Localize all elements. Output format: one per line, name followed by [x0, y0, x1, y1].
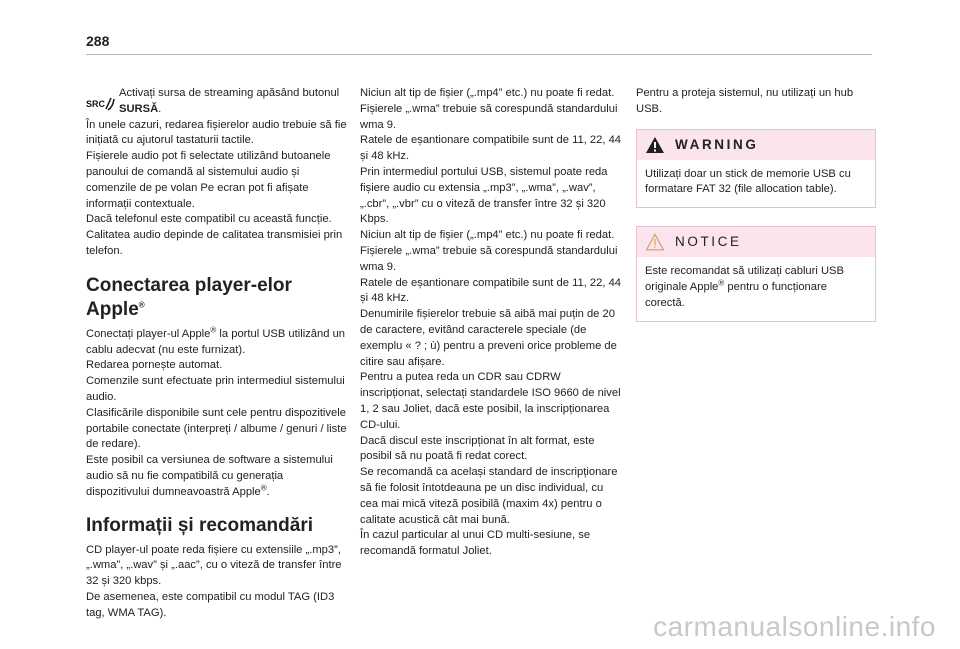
- paragraph: Pentru a putea reda un CDR sau CDRW inscripționat, selectați standardele ISO 9660 de nivel 1, 2 sau Joliet, dacă este posibil, la inscripționarea CD-ului.: [360, 371, 621, 431]
- paragraph: Fișierele „.wma” trebuie să corespundă standardului wma 9.: [360, 244, 618, 273]
- paragraph: În unele cazuri, redarea fișierelor audio trebuie să fie inițiată cu ajutorul tastaturii tactile.: [86, 118, 347, 147]
- src-text-part: Activați sursa de streaming apăsând butonul: [119, 87, 340, 99]
- registered-mark: ®: [718, 278, 725, 288]
- paragraph-usb-hub: Pentru a proteja sistemul, nu utilizați un hub USB.: [636, 87, 854, 115]
- src-icon-label: SRC: [86, 99, 106, 109]
- paragraph: Niciun alt tip de fișier („.mp4” etc.) nu poate fi redat.: [360, 229, 615, 242]
- heading-info-recommendations: Informații și recomandări: [86, 514, 314, 536]
- paragraph: Fișierele audio pot fi selectate utilizând butoanele panoului de comandă al sistemului audio și comenzile de pe volan Pe ecran pot fi afișate informații contextuale.: [86, 150, 331, 210]
- watermark: carmanualsonline.info: [653, 611, 936, 642]
- paragraph: Dacă discul este inscripționat în alt format, este posibil să nu poată fi redat corect.: [360, 434, 595, 463]
- text-part: Este recomandat să utilizați cabluri USB originale Apple: [645, 265, 844, 293]
- registered-mark: ®: [210, 325, 217, 335]
- paragraph: În cazul particular al unui CD multi-sesiune, se recomandă formatul Joliet.: [360, 529, 591, 558]
- src-instruction-text: [116, 86, 348, 118]
- text-part: pentru o funcționare corectă.: [645, 280, 827, 309]
- notice-title: NOTICE: [675, 234, 742, 250]
- text-part: la portul USB utilizând un cablu adecvat (nu este furnizat).: [86, 327, 346, 356]
- warning-triangle-icon: [645, 136, 665, 154]
- registered-mark: ®: [138, 300, 145, 310]
- warning-body: Utilizați doar un stick de memorie USB cu formatare FAT 32 (file allocation table).: [645, 167, 851, 196]
- text-part: Este posibil ca versiunea de software a sistemului audio să nu fie compatibilă cu generația dispozitivului dumneavoastră Apple: [86, 454, 333, 498]
- notice-triangle-icon: [645, 233, 665, 251]
- text-part: Conectați player-ul Apple: [86, 327, 211, 340]
- warning-box: [636, 129, 876, 209]
- column-left: [86, 86, 348, 622]
- paragraph: Ratele de eșantionare compatibile sunt de 11, 22, 44 și 48 kHz.: [360, 134, 622, 163]
- heading-apple-text: Conectarea player-elor Apple: [86, 274, 292, 320]
- src-button-icon: [86, 95, 116, 113]
- paragraph: Comenzile sunt efectuate prin intermediul sistemului audio.: [86, 375, 345, 403]
- src-instruction: [86, 86, 348, 118]
- warning-title: WARNING: [675, 136, 759, 152]
- text-part: .: [266, 485, 270, 498]
- paragraph: Redarea pornește automat.: [86, 359, 223, 372]
- paragraph: Prin intermediul portului USB, sistemul poate reda fișiere audio cu extensia „.mp3”, „.wma”, „.wav”, „.cbr”, „.vbr” cu o viteză de transfer între 32 și 320 Kbps.: [360, 165, 608, 226]
- notice-box: [636, 226, 876, 321]
- page-number: 288: [86, 33, 110, 49]
- paragraph: Ratele de eșantionare compatibile sunt de 11, 22, 44 și 48 kHz.: [360, 276, 622, 305]
- paragraph: [86, 327, 348, 359]
- src-button-label: SURSĂ: [119, 102, 159, 115]
- src-text-end: .: [158, 102, 162, 115]
- paragraph: Se recomandă ca același standard de inscripționare să fie folosit întotdeauna pe un disc individual, cu cea mai mică viteză posibilă (maxim 4x) pentru o calitate acustică cât mai bună.: [360, 466, 618, 526]
- heading-apple-players: [86, 274, 348, 322]
- notice-body: [637, 257, 875, 320]
- warning-header: [637, 130, 875, 160]
- header-divider: [86, 54, 872, 55]
- paragraph: De asemenea, este compatibil cu modul TAG (ID3 tag, WMA TAG).: [86, 590, 335, 619]
- paragraph: Clasificările disponibile sunt cele pentru dispozitivele portabile conectate (interpreți / albume / genuri / liste de redare).: [86, 406, 347, 451]
- paragraph: CD player-ul poate reda fișiere cu extensiile „.mp3”, „.wma”, „.wav” și „.aac”, cu o viteză de transfer între 32 și 320 kbps.: [86, 543, 342, 588]
- paragraph: Niciun alt tip de fișier („.mp4” etc.) nu poate fi redat.: [360, 87, 615, 99]
- registered-mark: ®: [260, 483, 267, 492]
- paragraph: Fișierele „.wma” trebuie să corespundă standardului wma 9.: [360, 102, 618, 131]
- paragraph: Dacă telefonul este compatibil cu această funcție. Calitatea audio depinde de calitatea transmisiei prin telefon.: [86, 213, 343, 257]
- notice-header: [637, 227, 875, 257]
- column-right: [636, 86, 876, 322]
- paragraph: [86, 453, 348, 500]
- column-middle: [360, 86, 622, 560]
- paragraph: Denumirile fișierelor trebuie să aibă mai puțin de 20 de caractere, evitând caracterele speciale (de exemplu « ? ; ù) pentru a preveni orice probleme de citire sau afișare.: [360, 308, 617, 368]
